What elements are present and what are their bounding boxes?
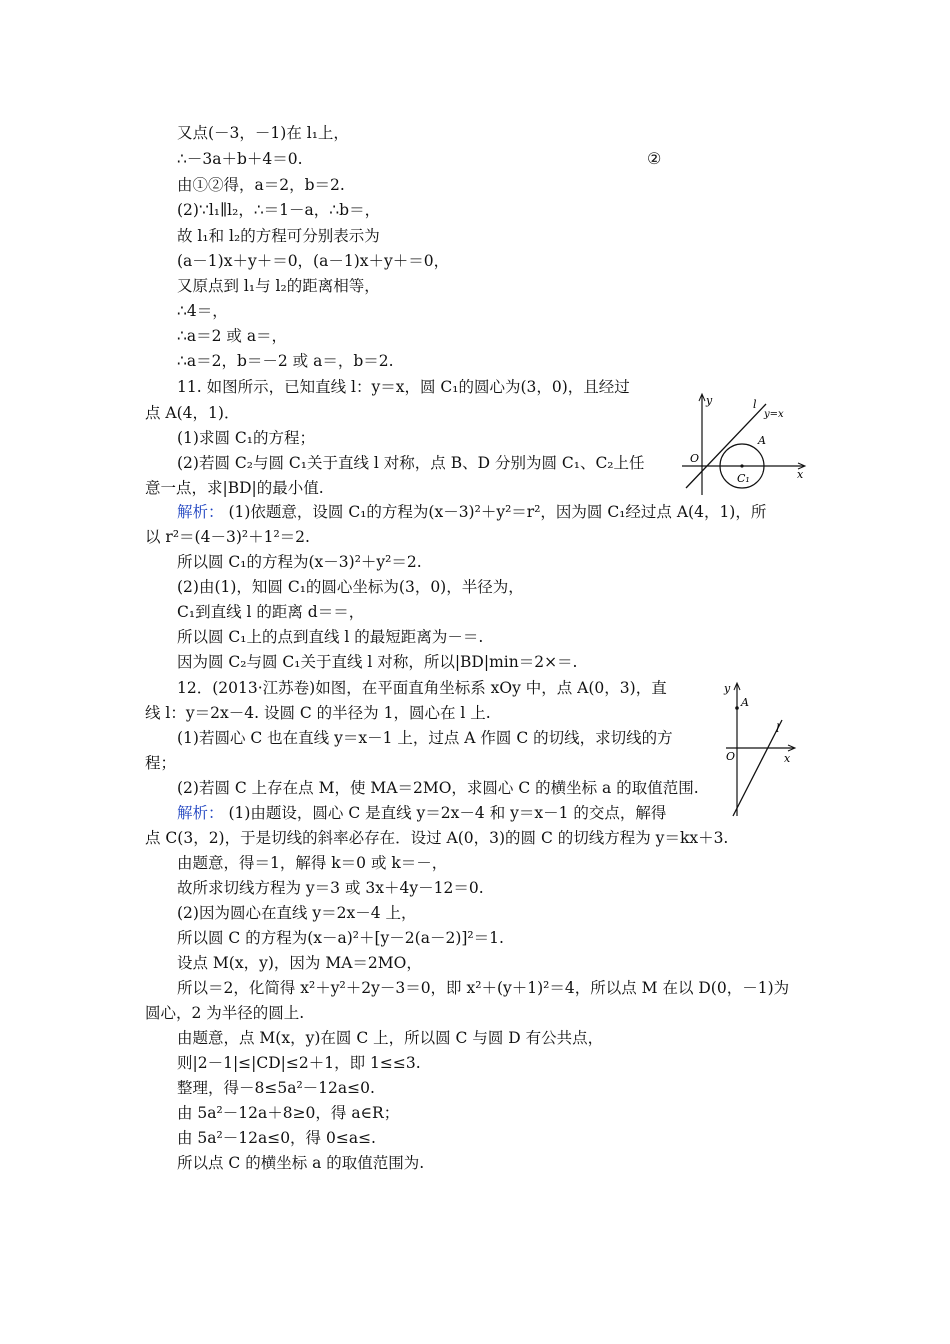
solution-12-line: 由 5a²－12a＋8≥0，得 a∈R； bbox=[177, 1104, 400, 1122]
text-line: 又原点到 l₁与 l₂的距离相等， bbox=[177, 277, 380, 295]
y-label: y bbox=[724, 682, 731, 695]
line-l bbox=[733, 720, 782, 816]
solution-12-line: 由题意，点 M(x，y)在圆 C 上，所以圆 C 与圆 D 有公共点， bbox=[177, 1029, 604, 1047]
text-line: ∴a＝2 或 a＝， bbox=[177, 327, 288, 345]
solution-12-line bbox=[177, 803, 666, 823]
solution-12-line: 点 C(3，2)，于是切线的斜率必存在．设过 A(0，3)的圆 C 的切线方程为 y＝kx＋3. bbox=[145, 829, 729, 847]
question-12-line: 程； bbox=[145, 754, 177, 772]
solution-12-line: 故所求切线方程为 y＝3 或 3x＋4y－12＝0. bbox=[177, 879, 484, 897]
text-line: (2)∵l₁∥l₂，∴＝1－a，∴b＝， bbox=[177, 201, 381, 219]
solution-11-line: (2)由(1)，知圆 C₁的圆心坐标为(3，0)，半径为， bbox=[177, 578, 524, 596]
figure-11-svg bbox=[680, 390, 810, 500]
point-a-label: A bbox=[741, 696, 749, 709]
solution-11-line: 因为圆 C₂与圆 C₁关于直线 l 对称，所以|BD|min＝2×＝. bbox=[177, 653, 578, 671]
question-12-line: 12．(2013·江苏卷)如图，在平面直角坐标系 xOy 中，点 A(0，3)，直 bbox=[177, 679, 667, 697]
question-12-line: 线 l：y＝2x－4. 设圆 C 的半径为 1，圆心在 l 上. bbox=[145, 704, 491, 722]
question-12-line: (2)若圆 C 上存在点 M，使 MA＝2MO，求圆心 C 的横坐标 a 的取值范围. bbox=[177, 779, 699, 797]
equation-label: y=x bbox=[764, 409, 784, 420]
solution-12-line: 则|2－1|≤|CD|≤2＋1，即 1≤≤3. bbox=[177, 1054, 421, 1072]
y-label: y bbox=[706, 394, 713, 407]
figure-12 bbox=[722, 680, 802, 824]
question-11-line: 点 A(4，1)． bbox=[145, 404, 240, 422]
question-11-line: (1)求圆 C₁的方程； bbox=[177, 429, 315, 447]
solution-12-line: 整理，得－8≤5a²－12a≤0. bbox=[177, 1079, 375, 1097]
solution-label: 解析： bbox=[177, 804, 224, 822]
origin-label: O bbox=[690, 452, 700, 465]
solution-label: 解析： bbox=[177, 503, 224, 521]
x-label: x bbox=[797, 468, 804, 481]
center-point bbox=[740, 464, 743, 467]
point-a bbox=[735, 706, 739, 710]
text-line: ∴a＝2，b＝－2 或 a＝，b＝2. bbox=[177, 352, 394, 370]
question-11-line: 11. 如图所示，已知直线 l：y＝x，圆 C₁的圆心为(3，0)，且经过 bbox=[177, 378, 630, 396]
question-11-line: (2)若圆 C₂与圆 C₁关于直线 l 对称，点 B、D 分别为圆 C₁、C₂上任 bbox=[177, 454, 645, 472]
text-line: 故 l₁和 l₂的方程可分别表示为 bbox=[177, 227, 380, 245]
x-label: x bbox=[784, 752, 791, 765]
solution-11-line: 以 r²＝(4－3)²＋1²＝2. bbox=[145, 528, 310, 546]
solution-12-line: 设点 M(x，y)，因为 MA＝2MO， bbox=[177, 954, 422, 972]
line-l bbox=[686, 404, 766, 488]
text-line: (a－1)x＋y＋＝0，(a－1)x＋y＋＝0， bbox=[177, 252, 450, 270]
solution-text: (1)由题设，圆心 C 是直线 y＝2x－4 和 y＝x－1 的交点，解得 bbox=[228, 804, 667, 822]
figure-11 bbox=[680, 390, 810, 504]
point-a-label: A bbox=[758, 434, 766, 447]
solution-11-line: 所以圆 C₁上的点到直线 l 的最短距离为－＝. bbox=[177, 628, 484, 646]
solution-12-line: 由题意，得＝1，解得 k＝0 或 k＝－， bbox=[177, 854, 448, 872]
text-line: 又点(－3，－1)在 l₁上， bbox=[177, 124, 349, 142]
text-line: 由①②得，a＝2，b＝2. bbox=[177, 176, 345, 194]
figure-12-svg bbox=[722, 680, 802, 820]
solution-11-line: C₁到直线 l 的距离 d＝＝， bbox=[177, 603, 365, 621]
solution-12-line: 圆心，2 为半径的圆上. bbox=[145, 1004, 305, 1022]
l-label: l bbox=[776, 722, 780, 735]
solution-12-line: 所以点 C 的横坐标 a 的取值范围为. bbox=[177, 1154, 425, 1172]
solution-12-line: 由 5a²－12a≤0，得 0≤a≤. bbox=[177, 1129, 376, 1147]
text-line: ∴－3a＋b＋4＝0. bbox=[177, 150, 303, 168]
solution-text: (1)依题意，设圆 C₁的方程为(x－3)²＋y²＝r²，因为圆 C₁经过点 A(4，1)，所 bbox=[228, 503, 767, 521]
origin-label: O bbox=[726, 750, 736, 763]
solution-11-line bbox=[177, 502, 766, 522]
text-line: ∴4＝， bbox=[177, 302, 228, 320]
solution-11-line: 所以圆 C₁的方程为(x－3)²＋y²＝2. bbox=[177, 553, 422, 571]
solution-12-line: 所以＝2，化简得 x²＋y²＋2y－3＝0，即 x²＋(y＋1)²＝4，所以点 M 在以 D(0，－1)为 bbox=[177, 979, 790, 997]
solution-12-line: (2)因为圆心在直线 y＝2x－4 上， bbox=[177, 904, 417, 922]
question-12-line: (1)若圆心 C 也在直线 y＝x－1 上，过点 A 作圆 C 的切线，求切线的方 bbox=[177, 729, 673, 747]
c1-label: C₁ bbox=[737, 472, 750, 485]
equation-number: ② bbox=[647, 149, 662, 168]
solution-12-line: 所以圆 C 的方程为(x－a)²＋[y－2(a－2)]²＝1. bbox=[177, 929, 504, 947]
question-11-line: 意一点，求|BD|的最小值. bbox=[145, 479, 324, 497]
l-label: l bbox=[753, 398, 757, 411]
